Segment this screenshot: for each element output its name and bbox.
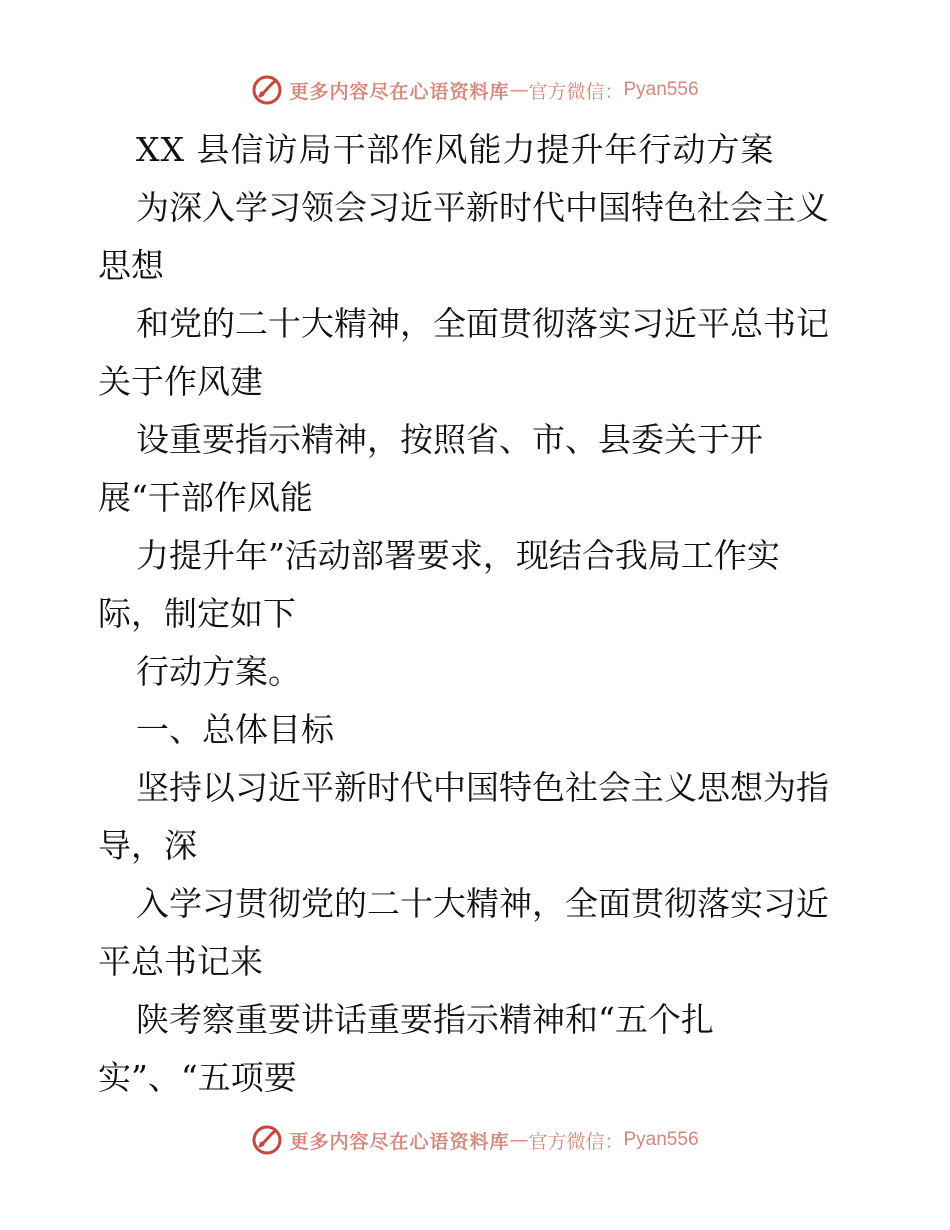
text-line: 陕考察重要讲话重要指示精神和“五个扎: [136, 1000, 714, 1039]
site-name-text: 更多内容尽在心语资料库: [289, 1130, 510, 1153]
wechat-id: Pyan556: [623, 79, 699, 100]
banner-separator: —: [509, 1129, 529, 1151]
text-line: 和党的二十大精神，全面贯彻落实习近平总书记: [136, 304, 829, 343]
text-line: 行动方案。: [136, 652, 301, 691]
text-line: 设重要指示精神，按照省、市、县委关于开: [136, 420, 763, 459]
text-line: 导，深: [98, 826, 197, 865]
banner-separator: —: [509, 79, 529, 101]
text-line: 思想: [98, 246, 164, 285]
text-line: 为深入学习领会习近平新时代中国特色社会主义: [136, 188, 829, 227]
wechat-label: 官方微信：: [528, 1130, 624, 1153]
text-line: 坚持以习近平新时代中国特色社会主义思想为指: [136, 768, 829, 807]
text-line: 关于作风建: [98, 362, 263, 401]
text-line: 际，制定如下: [98, 594, 296, 633]
wechat-label: 官方微信：: [528, 80, 624, 103]
text-line: 入学习贯彻党的二十大精神，全面贯彻落实习近: [136, 884, 829, 923]
section-heading: 一、总体目标: [136, 710, 334, 749]
brush-logo-icon: [251, 74, 283, 106]
footer-watermark-banner: [0, 1120, 950, 1160]
text-line: 平总书记来: [98, 942, 263, 981]
site-name-text: 更多内容尽在心语资料库: [289, 80, 510, 103]
text-line: 实”、“五项要: [98, 1058, 297, 1097]
document-body: [98, 121, 858, 1107]
wechat-id: Pyan556: [623, 1129, 699, 1150]
brush-logo-icon: [251, 1124, 283, 1156]
document-title: XX 县信访局干部作风能力提升年行动方案: [136, 130, 775, 169]
header-watermark-banner: [0, 70, 950, 110]
text-line: 展“干部作风能: [98, 478, 313, 517]
text-line: 力提升年”活动部署要求，现结合我局工作实: [136, 536, 780, 575]
